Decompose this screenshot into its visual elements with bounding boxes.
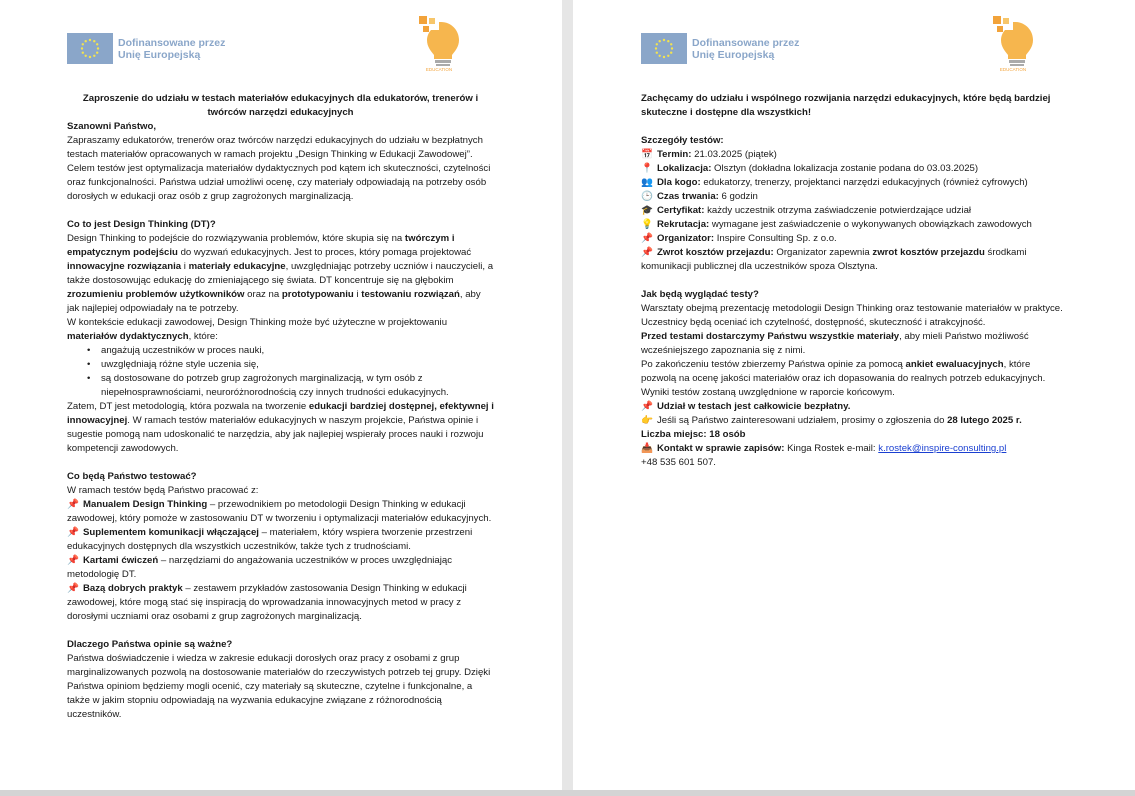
page1-body (67, 92, 494, 722)
apply-deadline: 👉 Jeśli są Państwo zainteresowani udziałem, prosimy o zgłoszenia do 28 lutego 2025 r. (641, 415, 1022, 426)
list-item: • są dostosowane do potrzeb grup zagrożonych marginalizacją, w tym osób z niepełnosprawnościami, neuroróżnorodnością czy innych trudności edukacyjnych. (101, 372, 494, 400)
dt-heading: Co to jest Design Thinking (DT)? (67, 219, 216, 230)
education-lightbulb-logo (991, 14, 1035, 72)
page2-title: Zachęcamy do udziału i wspólnego rozwijania narzędzi edukacyjnych, które będą bardziej skuteczne i dostępne dla wszystkich! (641, 93, 1051, 118)
pin-icon: 📌 (67, 583, 79, 594)
why-heading: Dlaczego Państwa opinie są ważne? (67, 639, 233, 650)
dt-bullet-list (67, 344, 494, 400)
detail-organizator: 📌 Organizator: Inspire Consulting Sp. z o.o. (641, 233, 837, 244)
why-paragraph: Państwa doświadczenie i wiedza w zakresie edukacji dorosłych oraz pracy z osobami z grup marginalizowanych pozwolą na dostosowanie materiałów do rzeczywistych potrzeb tej grupy. Dzięki Państwa opiniom będziemy mogli ocenić, czy materiały są skuteczne, czytelne i funkcjonalne, a także w jakim stopniu odpowiadają na wyzwania edukacyjne związane z różnorodnością uczestników. (67, 653, 491, 720)
clock-icon: 🕒 (641, 191, 653, 202)
detail-czas: 🕒 Czas trwania: 6 godzin (641, 191, 758, 202)
test-intro: W ramach testów będą Państwo pracować z: (67, 485, 259, 496)
lightbulb-icon: 💡 (641, 219, 653, 230)
eu-text-line2: Unię Europejską (118, 48, 201, 61)
how-paragraph-3: Po zakończeniu testów zbierzemy Państwa opinie za pomocą ankiet ewaluacyjnych, które pozwolą na ocenę jakości materiałów oraz ich dopasowania do realnych potrzeb edukacyjnych. Wyniki testów zostaną uwzględnione w raporcie końcowym. (641, 359, 1046, 398)
detail-zwrot: 📌 Zwrot kosztów przejazdu: Organizator zapewnia zwrot kosztów przejazdu środkami komunikacji publicznej dla uczestników spoza Olsztyna. (641, 247, 1027, 272)
bottom-scrollbar-track[interactable] (0, 790, 1135, 796)
graduation-cap-icon: 🎓 (641, 205, 653, 216)
detail-dla-kogo: 👥 Dla kogo: edukatorzy, trenerzy, projektanci narzędzi edukacyjnych (również cyfrowych) (641, 177, 1028, 188)
test-item-cards: 📌 Kartami ćwiczeń – narzędziami do angażowania uczestników w proces uwzględniając metodologię DT. (67, 555, 453, 580)
document-page-2 (573, 0, 1135, 790)
greeting: Szanowni Państwo, (67, 121, 157, 132)
contact-phone: +48 535 601 507. (641, 457, 716, 468)
document-page-1 (0, 0, 562, 790)
free-participation: 📌 Udział w testach jest całkowicie bezpłatny. (641, 401, 851, 412)
inbox-icon: 📥 (641, 443, 653, 454)
education-logo-label: EDUCATION (999, 67, 1027, 72)
test-item-manual: 📌 Manualem Design Thinking – przewodnikiem po metodologii Design Thinking w edukacji zawodowej, który pomoże w zastosowaniu DT w tworzeniu i optymalizacji materiałów edukacyjnych. (67, 499, 492, 524)
location-pin-icon: 📍 (641, 163, 653, 174)
pin-icon: 📌 (67, 499, 79, 510)
how-paragraph-2: Przed testami dostarczymy Państwu wszystkie materiały, aby mieli Państwo możliwość wcześniejszego zapoznania się z nimi. (641, 331, 1029, 356)
intro-paragraph: Zapraszamy edukatorów, trenerów oraz twórców narzędzi edukacyjnych do udziału w bezpłatnych testach materiałów opracowanych w ramach projektu „Design Thinking w Edukacji Zawodowej”. Celem testów jest optymalizacja materiałów dydaktycznych pod kątem ich skuteczności, czytelności oraz funkcjonalności. Państwa udział umożliwi ocenę, czy materiały odpowiadają na potrzeby osób dorosłych w edukacji oraz osób z grup zagrożonych marginalizacją. (67, 135, 491, 202)
page2-body (641, 92, 1065, 470)
how-heading: Jak będą wyglądać testy? (641, 289, 759, 300)
pointing-hand-icon: 👉 (641, 415, 653, 426)
dt-paragraph-3: Zatem, DT jest metodologią, która pozwala na tworzenie edukacji bardziej dostępnej, efektywnej i innowacyjnej. W ramach testów materiałów edukacyjnych w naszym projekcie, Państwa opinie i sugestie pomogą nam udoskonalić te narzędzia, aby jak najlepiej wspierały proces nauki i rozwoju kompetencji zawodowych. (67, 401, 494, 454)
contact-line: 📥 Kontakt w sprawie zapisów: Kinga Rostek e-mail: k.rostek@inspire-consulting.pl (641, 443, 1007, 454)
list-item: • angażują uczestników w proces nauki, (101, 344, 494, 358)
test-heading: Co będą Państwo testować? (67, 471, 197, 482)
eu-flag-icon (67, 33, 113, 64)
eu-text-line1: Dofinansowane przez (118, 36, 226, 49)
education-lightbulb-logo (417, 14, 461, 72)
pin-icon: 📌 (641, 233, 653, 244)
contact-email-link[interactable]: k.rostek@inspire-consulting.pl (878, 443, 1007, 454)
eu-text-line2: Unię Europejską (692, 48, 775, 61)
pin-icon: 📌 (67, 555, 79, 566)
test-item-supplement: 📌 Suplementem komunikacji włączającej – materiałem, który wspiera tworzenie przestrzeni edukacyjnych dostępnych dla wszystkich uczestników, także tych z trudnościami. (67, 527, 473, 552)
eu-text-line1: Dofinansowane przez (692, 36, 800, 49)
detail-termin: 📅 Termin: 21.03.2025 (piątek) (641, 149, 777, 160)
pin-icon: 📌 (67, 527, 79, 538)
details-heading: Szczegóły testów: (641, 135, 724, 146)
eu-logo (641, 33, 799, 64)
eu-logo (67, 33, 225, 64)
seats-count: Liczba miejsc: 18 osób (641, 429, 746, 440)
education-logo-label: EDUCATION (425, 67, 453, 72)
people-icon: 👥 (641, 177, 653, 188)
how-paragraph-1: Warsztaty obejmą prezentację metodologii Design Thinking oraz testowanie materiałów w praktyce. Uczestnicy będą oceniać ich czytelność, dostępność, skuteczność i atrakcyjność. (641, 303, 1063, 328)
page-separator (562, 0, 573, 796)
calendar-icon: 📅 (641, 149, 653, 160)
dt-paragraph-1: Design Thinking to podejście do rozwiązywania problemów, które skupia się na twórczym i empatycznym podejściu do wyzwań edukacyjnych. Jest to proces, który pomaga projektować innowacyjne rozwiązania i materiały edukacyjne, uwzględniając potrzeby uczniów i nauczycieli, a także dostosowując edukację do zmieniającego się świata. DT koncentruje się na głębokim zrozumieniu problemów użytkowników oraz na prototypowaniu i testowaniu rozwiązań, aby jak najlepiej odpowiadały na te potrzeby. (67, 233, 494, 314)
list-item: • uwzględniają różne style uczenia się, (101, 358, 494, 372)
detail-certyfikat: 🎓 Certyfikat: każdy uczestnik otrzyma zaświadczenie potwierdzające udział (641, 205, 972, 216)
detail-rekrutacja: 💡 Rekrutacja: wymagane jest zaświadczenie o wykonywanych obowiązkach zawodowych (641, 219, 1032, 230)
dt-paragraph-2: W kontekście edukacji zawodowej, Design Thinking może być użyteczne w projektowaniu materiałów dydaktycznych, które: (67, 317, 448, 342)
test-item-practices: 📌 Bazą dobrych praktyk – zestawem przykładów zastosowania Design Thinking w edukacji zawodowej, które mogą stać się inspiracją do wprowadzania innowacyjnych metod w pracy z dorosłymi uczniami oraz osobami z grup zagrożonych marginalizacją. (67, 583, 467, 622)
page1-title: Zaproszenie do udziału w testach materiałów edukacyjnych dla edukatorów, trenerów i twórców narzędzi edukacyjnych (82, 93, 479, 118)
detail-lokalizacja: 📍 Lokalizacja: Olsztyn (dokładna lokalizacja zostanie podana do 03.03.2025) (641, 163, 979, 174)
eu-flag-icon (641, 33, 687, 64)
pin-icon: 📌 (641, 247, 653, 258)
pin-icon: 📌 (641, 401, 653, 412)
